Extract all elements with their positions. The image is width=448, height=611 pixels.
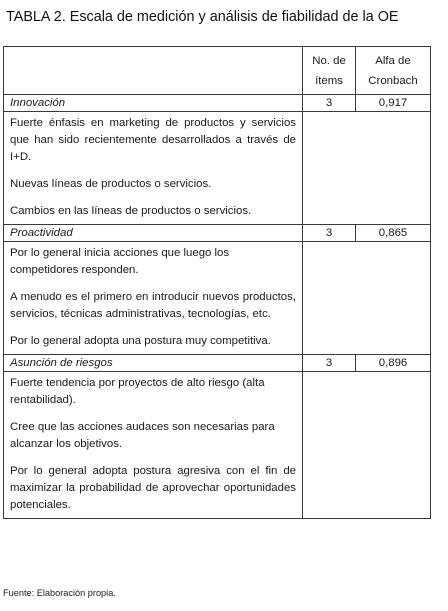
dimension-items-count: 3 [303,95,356,112]
items-row-proactividad [4,242,431,355]
items-row-asuncion-de-riesgos [4,372,431,519]
dimension-name: Asunción de riesgos [4,355,303,372]
source-note: Fuente: Elaboración propia. [3,588,116,598]
dimension-name: Innovación [4,95,303,112]
scale-item: Nuevas líneas de productos o servicios. [10,178,212,190]
dimension-alpha: 0,917 [356,95,431,112]
scale-item: Por lo general adopta postura agresiva con el fin de maximizar la probabilidad de aprovechar oportunidades potenciales. [10,465,296,511]
header-empty-cell [4,47,303,95]
dimension-alpha: 0,865 [356,225,431,242]
dimension-items-count: 3 [303,225,356,242]
table-header-row [4,47,431,95]
scale-item: Por lo general inicia acciones que luego los competidores responden. [10,247,230,276]
items-row-innovacion [4,112,431,225]
header-cronbach-alpha-line2: Cronbach [368,74,418,87]
dimension-items-count: 3 [303,355,356,372]
dimension-row-proactividad [4,225,431,242]
scale-item: Cambios en las líneas de productos o servicios. [10,205,252,217]
header-items-count-line1: No. de [312,54,346,67]
header-items-count [303,47,356,95]
header-cronbach-alpha [356,47,431,95]
dimension-alpha: 0,896 [356,355,431,372]
scale-item: Por lo general adopta una postura muy competitiva. [10,335,271,347]
empty-cell [303,242,431,355]
scale-item: Fuerte tendencia por proyectos de alto riesgo (alta rentabilidad). [10,377,265,406]
items-cell [4,242,303,355]
scale-item: Fuerte énfasis en marketing de productos y servicios que han sido recientemente desarrollados a través de I+D. [10,117,296,163]
dimension-row-innovacion [4,95,431,112]
dimension-name: Proactividad [4,225,303,242]
dimension-row-asuncion-de-riesgos [4,355,431,372]
items-cell [4,372,303,519]
reliability-table [3,46,431,519]
empty-cell [303,372,431,519]
header-cronbach-alpha-line1: Alfa de [375,54,411,67]
items-cell [4,112,303,225]
table-title: TABLA 2. Escala de medición y análisis de fiabilidad de la OE [6,9,399,25]
scale-item: Cree que las acciones audaces son necesarias para alcanzar los objetivos. [10,421,275,450]
scale-item: A menudo es el primero en introducir nuevos productos, servicios, técnicas administrativas, tecnologías, etc. [10,291,296,320]
empty-cell [303,112,431,225]
header-items-count-line2: ítems [315,74,343,87]
